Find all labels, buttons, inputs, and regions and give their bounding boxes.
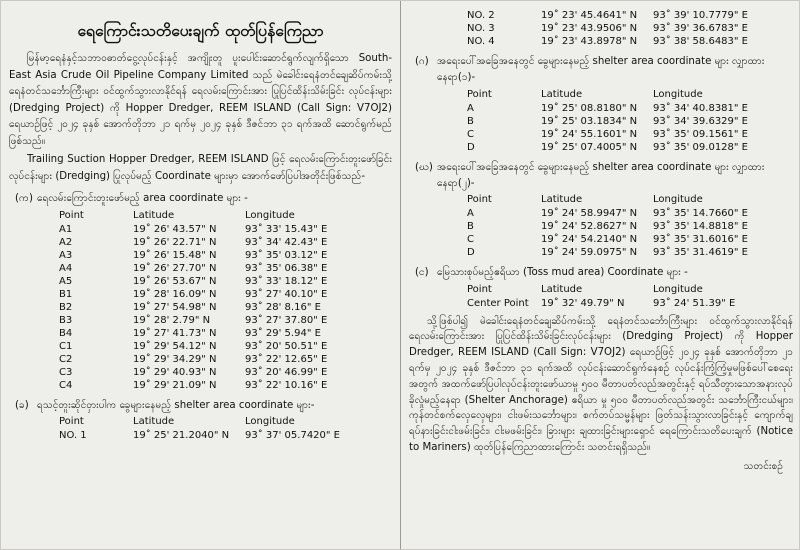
table-row: [439, 22, 763, 35]
section-ga-title: အရေးပေါ်အခြေအနေတွင် ခွေများနေမည့် shelter area coordinate များ လျှာထားနေရာ(၁)-: [437, 56, 765, 84]
column-header-longitude: Longitude: [245, 209, 295, 221]
section-nga-title: မြေသားစုပ်မည့်ဧရိယာ (Toss mud area) Coordinate များ -: [437, 267, 688, 279]
right-column: [401, 1, 800, 550]
cell-latitude: 19˚ 24' 55.1601" N: [541, 128, 638, 140]
intro-paragraph-1: မြန်မာ့ရေနံနှင့်သဘာဝဓာတ်ငွေ့လုပ်ငန်းနှင့် အကျိုးတူ ပူးပေါင်းဆောင်ရွက်လျက်ရှိသော South-East Asia Crude Oil Pipeline Company Limited သည် မဲခေါင်းရေနံတင်ချေဆိပ်ကမ်းသို့ ရေနံတင်သင်္ဘောကြီးများ ဝင်ထွက်သွားလာနိုင်ရန် ရေလမ်းကြောင်းအား ပြုပြင်ထိန်းသိမ်းခြင်း လုပ်ငန်းများ (Dredging Project) ကို Hopper Dredger, REEM ISLAND (Call Sign: V7OJ2) ရေယာဉ်ဖြင့် ၂၀၂၄ ခုနှစ် အောက်တိုဘာ ၂၁ ရက်မှ ၂၀၂၄ ခုနှစ် ဒီဇင်ဘာ ၃၁ ရက်အထိ ဆောင်ရွက်မည်ဖြစ်သည်။: [9, 53, 392, 147]
cell-point: B4: [59, 327, 73, 339]
cell-latitude: 19˚ 29' 40.93" N: [133, 366, 217, 378]
section-ka-heading: [9, 191, 392, 207]
cell-point: NO. 2: [467, 10, 495, 21]
section-kha-marker: (ခ): [15, 399, 29, 411]
section-nga-table-wrap: [439, 283, 793, 310]
cell-longitude: 93˚ 27' 37.80" E: [245, 314, 328, 326]
cell-longitude: 93˚ 34' 39.6329" E: [653, 115, 749, 127]
cell-point: NO. 1: [59, 429, 87, 441]
cell-point: C2: [59, 353, 73, 365]
cell-longitude: 93˚ 35' 14.8818" E: [653, 221, 749, 233]
section-nga-heading: [409, 265, 793, 281]
table-row: [31, 379, 355, 392]
cell-longitude: 93˚ 39' 10.7779" E: [653, 10, 749, 21]
cell-point: D: [467, 141, 475, 153]
table-row: [439, 141, 763, 154]
cell-longitude: 93˚ 34' 40.8381" E: [653, 102, 749, 114]
cell-longitude: 93˚ 33' 15.43" E: [245, 223, 328, 235]
column-header-latitude: Latitude: [541, 283, 583, 295]
cell-longitude: 93˚ 38' 58.6483" E: [653, 36, 749, 47]
section-gha-table: [439, 193, 763, 259]
cell-latitude: 19˚ 25' 07.4005" N: [541, 141, 638, 153]
table-row: [439, 246, 763, 259]
cell-longitude: 93˚ 34' 42.43" E: [245, 236, 328, 248]
table-row: [31, 327, 355, 340]
table-row: [31, 249, 355, 262]
table-row: [31, 353, 355, 366]
cell-longitude: 93˚ 29' 5.94" E: [245, 327, 321, 339]
table-row: [439, 102, 763, 115]
cell-latitude: 19˚ 24' 58.9947" N: [541, 208, 638, 220]
cell-latitude: 19˚ 32' 49.79" N: [541, 297, 625, 309]
column-header-longitude: Longitude: [653, 283, 703, 295]
cell-longitude: 93˚ 22' 10.16" E: [245, 379, 328, 391]
cell-point: NO. 4: [467, 36, 495, 47]
cell-longitude: 93˚ 35' 09.0128" E: [653, 141, 749, 153]
table-row: [31, 236, 355, 249]
table-header-row: [439, 193, 763, 207]
table-row: [31, 223, 355, 236]
cell-point: A3: [59, 249, 73, 261]
cell-longitude: 93˚ 35' 14.7660" E: [653, 208, 749, 220]
table-header-row: [31, 209, 355, 223]
cell-latitude: 19˚ 23' 43.9506" N: [541, 23, 638, 34]
section-ga-table-wrap: [439, 88, 793, 154]
cell-longitude: 93˚ 20' 46.99" E: [245, 366, 328, 378]
table-header-row: [439, 283, 763, 297]
cell-point: B: [467, 221, 474, 233]
cell-latitude: 19˚ 26' 43.57" N: [133, 223, 217, 235]
column-header-longitude: Longitude: [653, 88, 703, 100]
cell-point: B3: [59, 314, 73, 326]
section-kha-table: [31, 415, 355, 442]
table-row: [439, 207, 763, 220]
column-header-latitude: Latitude: [541, 88, 583, 100]
cell-longitude: 93˚ 35' 31.4619" E: [653, 247, 749, 259]
cell-point: D: [467, 247, 475, 259]
section-ka-table: [31, 209, 355, 392]
section-nga-marker: (င): [415, 267, 429, 279]
section-nga-table: [439, 283, 763, 310]
column-header-point: Point: [59, 415, 84, 427]
section-kha-title: ရသင့်တူးဆိုင်ဝှားပါက ခွေများနေမည့် shelter area coordinate များ-: [37, 399, 315, 411]
cell-point: B2: [59, 301, 73, 313]
cell-longitude: 93˚ 22' 12.65" E: [245, 353, 328, 365]
section-ga-table: [439, 88, 763, 154]
cell-latitude: 19˚ 26' 27.70" N: [133, 262, 217, 274]
table-header-row: [31, 415, 355, 429]
cell-point: B: [467, 115, 474, 127]
section-kha-table-continued: [439, 9, 763, 48]
cell-point: A: [467, 208, 474, 220]
cell-latitude: 19˚ 27' 41.73" N: [133, 327, 217, 339]
section-ga-marker: (ဂ): [415, 56, 429, 67]
column-header-point: Point: [59, 209, 84, 221]
table-row: [31, 429, 355, 442]
table-header-row: [439, 88, 763, 102]
table-row: [439, 9, 763, 22]
section-kha-heading: [9, 398, 392, 414]
cell-latitude: 19˚ 27' 54.98" N: [133, 301, 217, 313]
table-row: [439, 128, 763, 141]
section-ka-marker: (က): [15, 193, 33, 205]
column-header-longitude: Longitude: [245, 415, 295, 427]
section-kha-table-wrap: [31, 415, 392, 442]
cell-latitude: 19˚ 23' 43.8978" N: [541, 36, 638, 47]
section-ga-heading: [409, 54, 793, 87]
cell-latitude: 19˚ 25' 08.8180" N: [541, 102, 638, 114]
cell-longitude: 93˚ 33' 18.12" E: [245, 275, 328, 287]
cell-latitude: 19˚ 28' 16.09" N: [133, 288, 217, 300]
closing-paragraph-1: သို့ဖြစ်ပါ၍ မဲခေါင်းရေနံတင်ချေဆိပ်ကမ်းသို့ ရေနံတင်သင်္ဘောကြီးများ ဝင်ထွက်သွားလာနိုင်ရန် ရေလမ်းကြောင်းအား ပြုပြင်ထိန်းသိမ်းခြင်းလုပ်ငန်းများ (Dredging Project) ကို Hopper Dredger, REEM ISLAND (Call Sign: V7OJ2) ရေယာဉ်ဖြင့် ၂၀၂၄ ခုနှစ် အောက်တိုဘာ ၂၁ ရက်မှ ၂၀၂၄ ခုနှစ် ဒီဇင်ဘာ ၃၁ ရက်အထိ လုပ်ငန်းဆောင်ရွက်နေစဉ် လုပ်ငန်းကြံ့ကြံ့မှုမဖြစ်ပေါ်စေရေးအတွက် အထက်ဖော်ပြပါလုပ်ငန်းတူးဖော်ယာမှု ၅၀၀ မီတာပတ်လည်အတွင်းနှင့် ရပ်သီတွားသောအနားလုပ် ခိုလှုံမည့်နေရာ (Shelter Anchorage) ဧရိယာ မှု ၅၀၀ မီတာပတ်လည်အတွင်း သင်္ဘောကြီးငယ်များ၊ ကုန်တင်စက်လှေလှေများ၊ ငါးဖမ်းသင်္ဘောများ၊ စက်တပ်သမ္မန်များ ဖြတ်သန်းသွားလာခြင်းနှင့် ကျောက်ချရပ်နားခြင်းငါးဖမ်းခြင်း၊ ငါးမဖမ်းခြင်း၊ ခြားများ ချထားခြင်းများရှောင် ရေကြောင်းသတိပေးချက် (Notice to Mariners) ထုတ်ပြန်ကြေညာထားကြောင်း သတင်းရရှိသည်။: [409, 315, 793, 454]
section-gha-title: အရေးပေါ်အခြေအနေတွင် ခွေများနေမည့် shelter area coordinate များ လျှာထားနေရာ(၂)-: [437, 161, 765, 189]
table-row: [31, 366, 355, 379]
section-kha-table-cont-wrap: [439, 9, 793, 48]
section-gha-heading: [409, 160, 793, 193]
cell-longitude: 93˚ 28' 8.16" E: [245, 301, 321, 313]
cell-point: C: [467, 128, 474, 140]
cell-longitude: 93˚ 27' 40.10" E: [245, 288, 328, 300]
cell-latitude: 19˚ 26' 22.71" N: [133, 236, 217, 248]
table-row: [439, 233, 763, 246]
cell-point: C1: [59, 340, 73, 352]
cell-longitude: 93˚ 35' 03.12" E: [245, 249, 328, 261]
column-header-latitude: Latitude: [133, 415, 175, 427]
cell-latitude: 19˚ 26' 53.67" N: [133, 275, 217, 287]
table-row: [439, 220, 763, 233]
cell-point: Center Point: [467, 297, 529, 309]
table-row: [31, 262, 355, 275]
cell-latitude: 19˚ 25' 03.1834" N: [541, 115, 638, 127]
cell-point: A1: [59, 223, 73, 235]
cell-longitude: 93˚ 24' 51.39" E: [653, 297, 736, 309]
cell-longitude: 93˚ 37' 05.7420" E: [245, 429, 341, 441]
table-row: [31, 340, 355, 353]
table-row: [31, 314, 355, 327]
left-column: [1, 1, 401, 550]
cell-latitude: 19˚ 24' 52.8627" N: [541, 221, 638, 233]
column-header-latitude: Latitude: [541, 194, 583, 206]
cell-point: NO. 3: [467, 23, 495, 34]
cell-point: A: [467, 102, 474, 114]
cell-point: C3: [59, 366, 73, 378]
cell-latitude: 19˚ 29' 54.12" N: [133, 340, 217, 352]
column-header-latitude: Latitude: [133, 209, 175, 221]
page-title: ရေကြောင်းသတိပေးချက် ထုတ်ပြန်ကြေညာ: [77, 22, 324, 40]
table-row: [31, 275, 355, 288]
cell-point: B1: [59, 288, 73, 300]
column-header-point: Point: [467, 88, 492, 100]
column-header-point: Point: [467, 194, 492, 206]
table-row: [31, 288, 355, 301]
intro-paragraph-2: Trailing Suction Hopper Dredger, REEM ISLAND ဖြင့် ရေလမ်းကြောင်းတူးဖော်ခြင်း လုပ်ငန်းများ (Dredging) ပြုလုပ်မည့် Coordinate များမှာ အောက်ဖော်ပြပါအတိုင်းဖြစ်သည်-: [9, 154, 392, 182]
cell-latitude: 19˚ 29' 34.29" N: [133, 353, 217, 365]
cell-point: C: [467, 234, 474, 246]
cell-point: C4: [59, 379, 73, 391]
cell-point: A2: [59, 236, 73, 248]
table-row: [439, 297, 763, 310]
cell-longitude: 93˚ 35' 06.38" E: [245, 262, 328, 274]
cell-latitude: 19˚ 24' 59.0975" N: [541, 247, 638, 259]
section-ka-title: ရေလမ်းကြောင်းတူးဖော်မည့် area coordinate များ -: [37, 193, 248, 205]
column-header-longitude: Longitude: [653, 194, 703, 206]
cell-longitude: 93˚ 35' 31.6016" E: [653, 234, 749, 246]
cell-longitude: 93˚ 20' 50.51" E: [245, 340, 328, 352]
table-row: [439, 35, 763, 48]
cell-latitude: 19˚ 25' 21.2040" N: [133, 429, 230, 441]
section-ka-table-wrap: [31, 209, 392, 392]
cell-longitude: 93˚ 35' 09.1561" E: [653, 128, 749, 140]
table-row: [31, 301, 355, 314]
section-gha-table-wrap: [439, 193, 793, 259]
table-row: [439, 115, 763, 128]
column-header-point: Point: [467, 283, 492, 295]
cell-latitude: 19˚ 24' 54.2140" N: [541, 234, 638, 246]
cell-point: A5: [59, 275, 73, 287]
cell-latitude: 19˚ 29' 21.09" N: [133, 379, 217, 391]
cell-point: A4: [59, 262, 73, 274]
cell-latitude: 19˚ 23' 45.4641" N: [541, 10, 638, 21]
cell-latitude: 19˚ 26' 15.48" N: [133, 249, 217, 261]
section-gha-marker: (ဃ): [415, 161, 433, 173]
cell-latitude: 19˚ 28' 2.79" N: [133, 314, 211, 326]
cell-longitude: 93˚ 39' 36.6783" E: [653, 23, 749, 34]
signature-line: သတင်းစဉ်: [743, 460, 783, 472]
